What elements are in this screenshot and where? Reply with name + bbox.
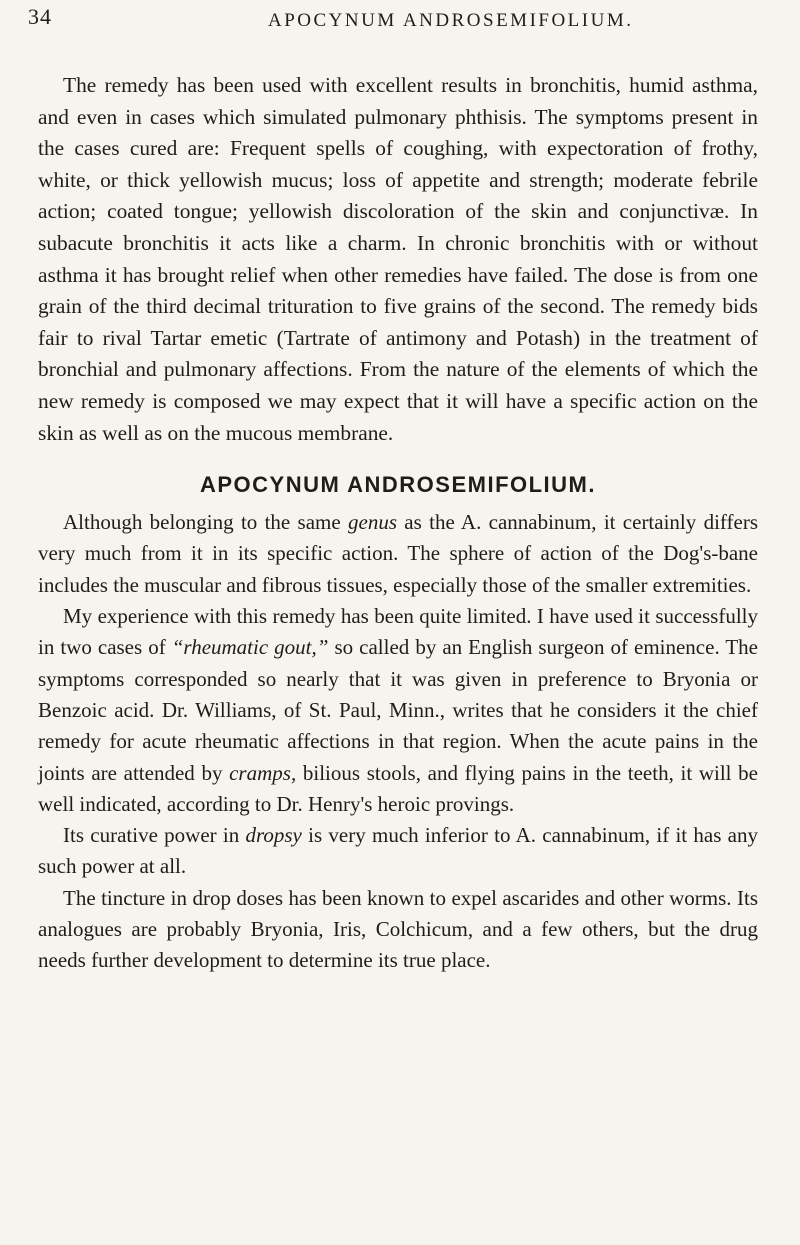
paragraph-text: bilious stools, and flying pains in the teeth, it will be well indicated, according to Dr. Henry's heroic provings. [38, 760, 758, 816]
running-title: APOCYNUM ANDROSEMIFOLIUM. [268, 10, 634, 31]
paragraph-genus [38, 507, 758, 601]
section-heading: APOCYNUM ANDROSEMIFOLIUM. [199, 472, 596, 498]
paragraph-text: Although belonging to the same [63, 510, 348, 535]
italic-term: “rheumatic gout,” [171, 635, 329, 660]
page-number: 34 [28, 4, 52, 29]
paragraph-text: Its curative power in [63, 823, 246, 848]
italic-term: dropsy [245, 823, 302, 848]
section-body [38, 507, 758, 976]
paragraph-text: is very much inferior to A. cannabinum, if it has any such power at all. [38, 823, 758, 879]
italic-term: cramps, [229, 760, 297, 785]
running-head [28, 4, 774, 34]
paragraph-dropsy [38, 820, 758, 883]
paragraph-text: as the A. cannabinum, it certainly differs very much from it in its specific action. The sphere of action of the Dog's-bane includes the muscular and fibrous tissues, especially those of the smaller extremities. [38, 510, 758, 597]
paragraph-text: My experience with this remedy has been quite limited. I have used it successfully in two cases of [38, 604, 758, 660]
paragraph-experience [38, 601, 758, 820]
paragraph-text: so called by an English surgeon of eminence. The symptoms corresponded so nearly that it was given in preference to Bryonia or Benzoic acid. Dr. Williams, of St. Paul, Minn., writes that he considers it the chief remedy for acute rheumatic affections in that region. When the acute pains in the joints are attended by [38, 635, 758, 785]
paragraph-tincture: The tincture in drop doses has been known to expel ascarides and other worms. Its analogues are probably Bryonia, Iris, Colchicum, and a few others, but the drug needs further development to determine its true place. [38, 885, 758, 973]
italic-term: genus [348, 510, 397, 535]
intro-paragraph: The remedy has been used with excellent results in bronchitis, humid asthma, and even in cases which simulated pulmonary phthisis. The symptoms present in the cases cured are: Frequent spells of coughing, with expectoration of frothy, white, or thick yellowish mucus; loss of appetite and strength; moderate febrile action; coated tongue; yellowish discoloration of the skin and conjunctivæ. In subacute bronchitis it acts like a charm. In chronic bronchitis with or without asthma it has brought relief when other remedies have failed. The dose is from one grain of the third decimal trituration to five grains of the second. The remedy bids fair to rival Tartar emetic (Tartrate of antimony and Potash) in the treatment of bronchial and pulmonary affections. From the nature of the elements of which the new remedy is composed we may expect that it will have a specific action on the skin as well as on the mucous membrane. [38, 73, 758, 445]
page-body [38, 70, 758, 977]
